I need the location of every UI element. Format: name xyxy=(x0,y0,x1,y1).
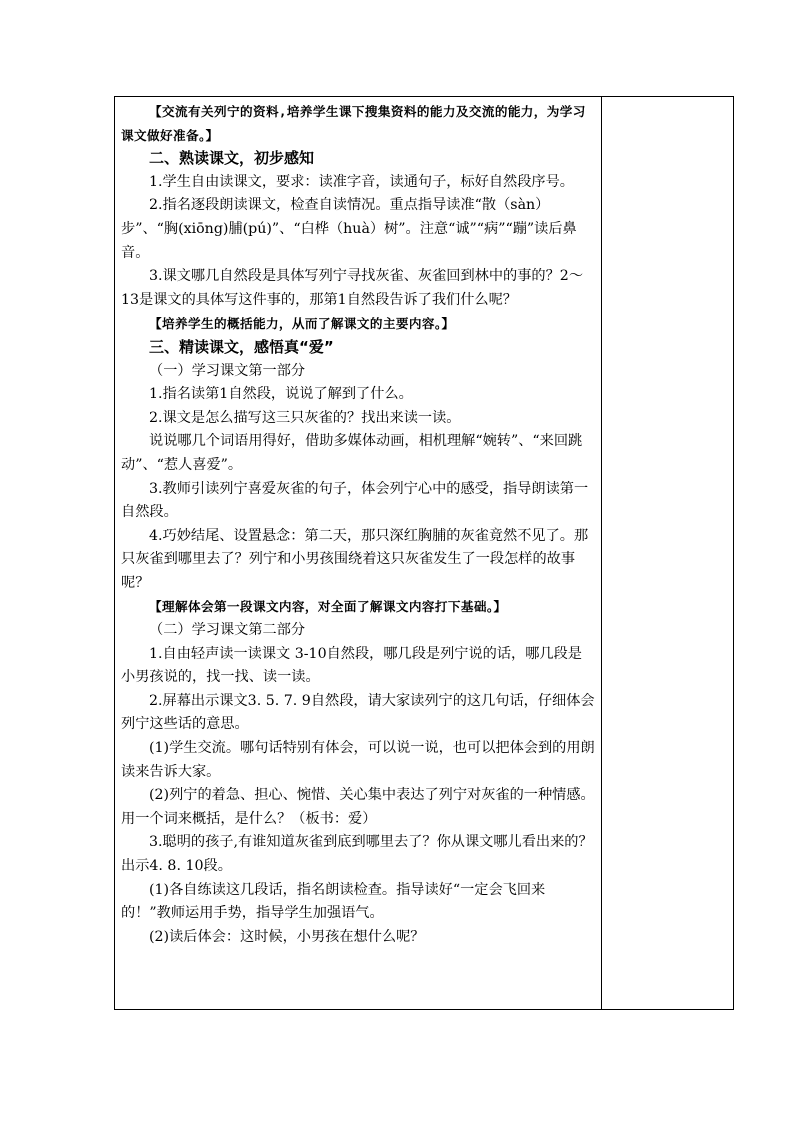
paragraph: 2.指名逐段朗读课文，检查自读情况。重点指导读准“散（sàn）步”、“胸(xiōng)脯(pú)”、“白桦（huà）树”。注意“诚”“病”“蹦”读后鼻音。 xyxy=(121,197,577,261)
lesson-table xyxy=(114,96,734,1010)
note-line: 【交流有关列宁的资料,培养学生课下搜集资料的能力及交流的能力，为学习课文做好准备。】 xyxy=(121,104,586,143)
paragraph: 4.巧妙结尾、设置悬念：第二天，那只深红胸脯的灰雀竟然不见了。那只灰雀到哪里去了？列宁和小男孩围绕着这只灰雀发生了一段怎样的故事呢？ xyxy=(121,527,589,591)
paragraph: (2)读后体会：这时候，小男孩在想什么呢？ xyxy=(149,928,425,945)
paragraph: 2.课文是怎么描写这三只灰雀的？找出来读一读。 xyxy=(149,409,461,426)
paragraph: （二）学习课文第二部分 xyxy=(149,622,306,639)
note-line: 【培养学生的概括能力，从而了解课文的主要内容。】 xyxy=(149,316,455,332)
paragraph: 说说哪几个词语用得好，借助多媒体动画，相机理解“婉转”、“来回跳动”、“惹人喜爱”。 xyxy=(121,433,583,473)
paragraph: (1)学生交流。哪句话特别有体会，可以说一说，也可以把体会到的用朗读来告诉大家。 xyxy=(121,740,595,780)
paragraph: 1.学生自由读课文，要求：读准字音，读通句子，标好自然段序号。 xyxy=(149,173,574,190)
paragraph: (2)列宁的着急、担心、惋惜、关心集中表达了列宁对灰雀的一种情感。用一个词来概括，是什么？（板书：爱） xyxy=(121,787,595,827)
paragraph: 2.屏幕出示课文3. 5. 7. 9自然段，请大家读列宁的这几句话，仔细体会列宁这些话的意思。 xyxy=(121,692,595,733)
paragraph: 1.自由轻声读一读课文 3-10自然段，哪几段是列宁说的话，哪几段是小男孩说的，找一找、读一读。 xyxy=(121,645,582,686)
section-heading: 三、精读课文，感悟真“爱” xyxy=(149,337,334,356)
lesson-content-cell xyxy=(115,97,601,1009)
paragraph: (1)各自练读这几段话，指名朗读检查。指导读好“一定会飞回来的！”教师运用手势，指导学生加强语气。 xyxy=(121,881,546,922)
paragraph: 3.教师引读列宁喜爱灰雀的句子，体会列宁心中的感受，指导朗读第一自然段。 xyxy=(121,480,589,521)
paragraph: 3.课文哪几自然段是具体写列宁寻找灰雀、灰雀回到林中的事的？2～13是课文的具体写这件事的，那第1自然段告诉了我们什么呢？ xyxy=(121,268,584,308)
section-heading: 二、熟读课文，初步感知 xyxy=(149,149,315,168)
paragraph: （一）学习课文第一部分 xyxy=(149,362,306,379)
paragraph: 3.聪明的孩子,有谁知道灰雀到底到哪里去了？你从课文哪儿看出来的？出示4. 8. 10段。 xyxy=(121,834,593,874)
paragraph: 1.指名读第1自然段，说说了解到了什么。 xyxy=(149,386,413,403)
note-line: 【理解体会第一段课文内容，对全面了解课文内容打下基础。】 xyxy=(149,599,507,615)
notes-column-cell xyxy=(602,97,733,1009)
